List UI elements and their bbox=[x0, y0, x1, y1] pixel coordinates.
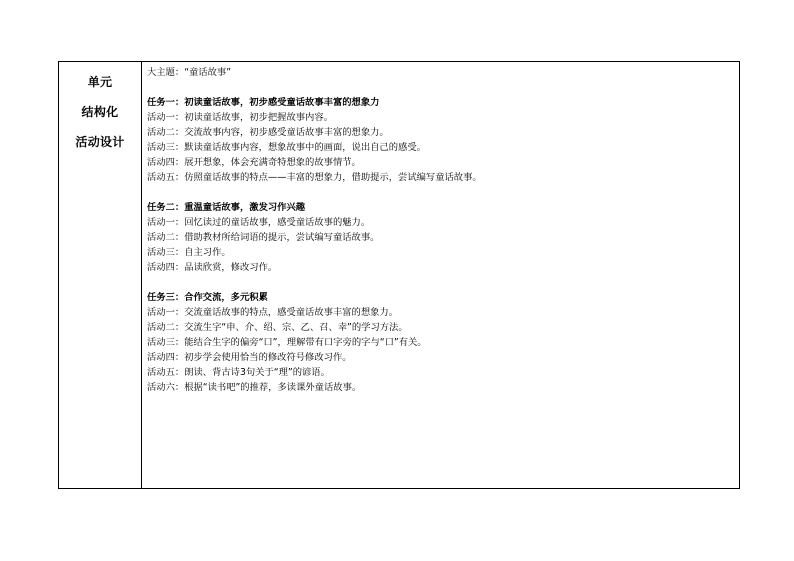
activity-line: 活动三：能结合生字的偏旁“口”，理解带有口字旁的字与“口”有关。 bbox=[147, 337, 427, 348]
activity-line: 活动四：初步学会使用恰当的修改符号修改习作。 bbox=[147, 352, 352, 363]
row-header-line-2: 结构化 bbox=[81, 105, 119, 119]
task-1 bbox=[147, 96, 739, 185]
activity-design-table bbox=[58, 61, 740, 489]
task-title: 任务二：重温童话故事，激发习作兴趣 bbox=[147, 202, 306, 213]
activity-line: 活动一：交流童话故事的特点，感受童话故事丰富的想象力。 bbox=[147, 307, 399, 318]
theme-line: 大主题：“童话故事” bbox=[147, 67, 232, 78]
activity-line: 活动一：回忆读过的童话故事，感受童话故事的魅力。 bbox=[147, 217, 371, 228]
activity-line: 活动二：交流生字“申、介、绍、宗、乙、召、幸”的学习方法。 bbox=[147, 322, 408, 333]
activity-line: 活动二：交流故事内容，初步感受童话故事丰富的想象力。 bbox=[147, 127, 389, 138]
activity-line: 活动四：展开想象，体会充满奇特想象的故事情节。 bbox=[147, 157, 361, 168]
task-title: 任务三：合作交流，多元积累 bbox=[147, 292, 268, 303]
activity-line: 活动六：根据“读书吧”的推荐，多读课外童话故事。 bbox=[147, 382, 362, 393]
activity-line: 活动三：默读童话故事内容，想象故事中的画面，说出自己的感受。 bbox=[147, 142, 426, 153]
activity-line: 活动二：借助教材所给词语的提示，尝试编写童话故事。 bbox=[147, 232, 380, 243]
task-2 bbox=[147, 201, 739, 275]
task-title: 任务一：初读童话故事，初步感受童话故事丰富的想象力 bbox=[147, 97, 380, 108]
row-header-cell bbox=[59, 62, 142, 488]
row-header-line-1: 单元 bbox=[87, 75, 113, 89]
content-cell bbox=[142, 62, 739, 488]
activity-line: 活动五：仿照童话故事的特点——丰富的想象力，借助提示，尝试编写童话故事。 bbox=[147, 172, 482, 183]
activity-line: 活动三：自主习作。 bbox=[147, 247, 231, 258]
row-header-line-3: 活动设计 bbox=[75, 135, 125, 149]
activity-line: 活动四：品读欣赏，修改习作。 bbox=[147, 262, 278, 273]
task-3 bbox=[147, 291, 739, 395]
activity-line: 活动五：朗读、背古诗3句关于“理”的谚语。 bbox=[147, 367, 330, 378]
activity-line: 活动一：初读童话故事，初步把握故事内容。 bbox=[147, 112, 333, 123]
